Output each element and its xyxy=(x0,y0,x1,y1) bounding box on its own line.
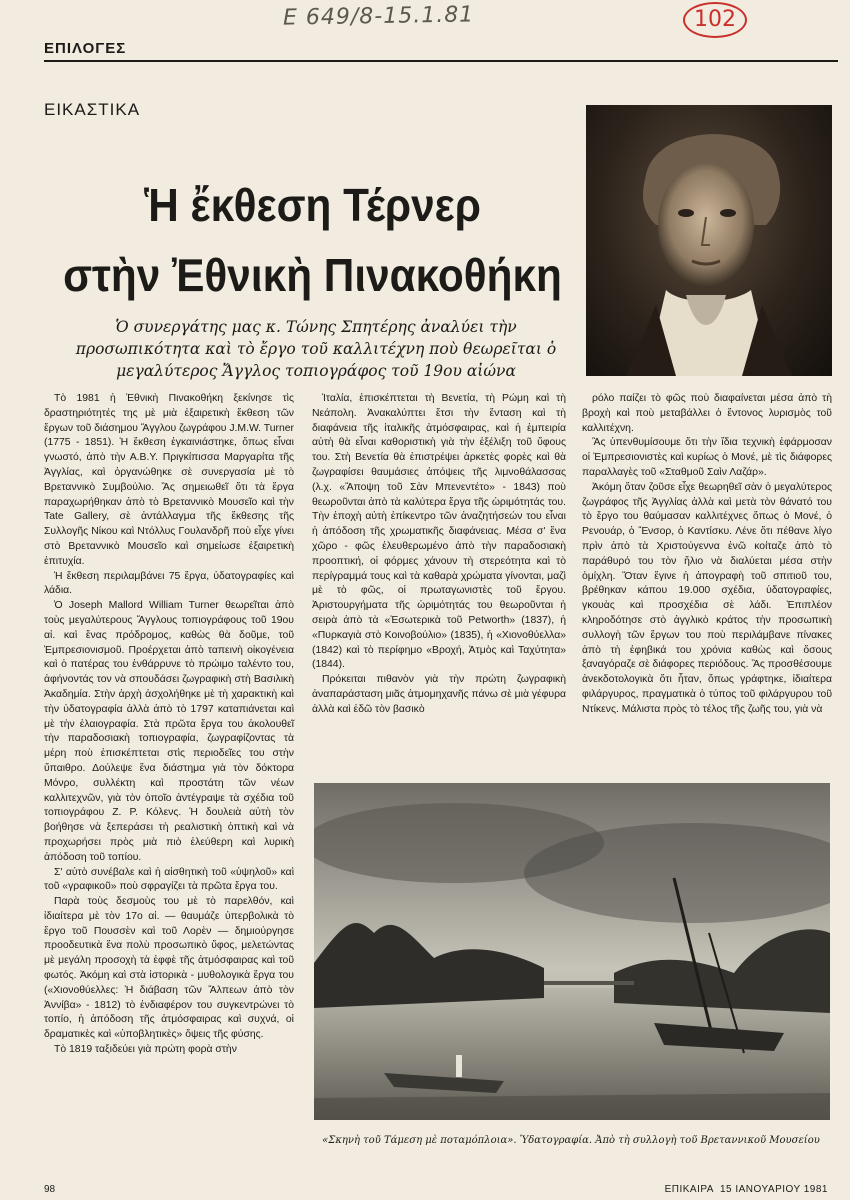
portrait-illustration xyxy=(586,105,832,376)
paragraph: Τὸ 1819 ταξιδεύει γιὰ πρώτη φορὰ στὴν xyxy=(54,1044,237,1056)
paragraph: Σ' αὐτὸ συνέβαλε καὶ ἡ αἰσθητικὴ τοῦ «ὑψηλοῦ» καὶ τοῦ «γραφικοῦ» ποὺ σφραγίζει τὰ πρῶτα ἔργα του. xyxy=(44,866,294,893)
thames-painting-image xyxy=(314,783,830,1120)
painting-caption: «Σκηνὴ τοῦ Τάμεση μὲ ποταμόπλοια». Ὑδατογραφία. Ἀπὸ τὴ συλλογὴ τοῦ Βρεταννικοῦ Μουσείου xyxy=(322,1135,820,1146)
paragraph: Τὸ 1981 ἡ Ἐθνικὴ Πινακοθήκη ξεκίνησε τὶς δραστηριότητές της μὲ μιὰ ἐξαιρετικὴ ἔκθεση τῶν ἔργων τοῦ διάσημου Ἄγγλου ζωγράφου J.M.W. Turner (1775 - 1851). Ἡ ἔκθεση ἐγκαινιάστηκε, ὅπως εἶναι γνωστό, ἀπὸ τὴν Α.Β.Υ. Πριγκίπισσα Μαργαρίτα τῆς Ἀγγλίας, καὶ ὀργανώθηκε σὲ συνεργασία μὲ τὸ Βρεταννικὸ Συμβούλιο. Ἂς σημειωθεῖ ὅτι τὰ ἔργα παραχωρήθηκαν ἀπὸ τὸ Βρεταννικὸ Μουσεῖο καὶ τὴν Tate Gallery, σὲ ἀντάλλαγμα τῆς ἔκθεσης τῆς Συλλογῆς Νίκου καὶ Ντόλλυς Γουλανδρῆ ποὺ εἶχε γίνει στὸ Βρεταννικὸ Μουσεῖο καὶ σημείωσε ἐξαιρετικὴ ἐπιτυχία. xyxy=(44,393,294,567)
footer-page-number: 98 xyxy=(44,1184,56,1195)
issue-date: 15 ΙΑΝΟΥΑΡΙΟΥ 1981 xyxy=(719,1184,828,1195)
footer-publication xyxy=(665,1184,828,1195)
paragraph: Παρὰ τοὺς δεσμοὺς του μὲ τὸ παρελθόν, καὶ ἰδιαίτερα μὲ τὸν 17ο αἰ. — θαυμάζε ὑπερβολικὰ τὸ ἔργο τοῦ Πουσσὲν καὶ τοῦ Λορὲν — δημιούργησε προοδευτικὰ ἕνα πολὺ προσωπικὸ ὕφος, μελετώντας μὲ μεγάλη προσοχὴ τὰ ἐφφὲ τῆς ἀτμόσφαιρας καὶ τοῦ φωτός. Ἀκόμη καὶ στὰ ἱστορικὰ - μυθολογικὰ ἔργα του («Χιονοθύελλες: Ἡ διάβαση τῶν Ἄλπεων ἀπὸ τὸν Ἀννίβα» - 1812) τὸ ἐνδιαφέρον του συγκεντρώνει τὸ τοπίο, ἡ ἀπόδοση τῆς ἀτμόσφαιρας καὶ συχνά, οἱ δραματικὲς καὶ «ὑποβλητικὲς» ὄψεις τῆς φύσης. xyxy=(44,896,294,1041)
headline-line-1: Ἡ ἔκθεση Τέρνερ xyxy=(144,179,481,231)
article-standfirst: Ὁ συνεργάτης μας κ. Τώνης Σπητέρης ἀναλύει τὴν προσωπικότητα καὶ τὸ ἔργο τοῦ καλλιτέχνη ποὺ θεωρεῖται ὁ μεγαλύτερος Ἄγγλος τοπιογράφος τοῦ 19ου αἰώνα xyxy=(75,318,557,380)
headline-line-2: στὴν Ἐθνικὴ Πινακοθήκη xyxy=(63,249,562,301)
article-headline xyxy=(62,170,563,310)
section-label: ΕΠΙΛΟΓΕΣ xyxy=(44,40,127,57)
handwritten-archive-note: E 649/8-15.1.81 xyxy=(282,2,475,31)
article-column-3 xyxy=(582,392,832,718)
paragraph: Ἂς ὑπενθυμίσουμε ὅτι τὴν ἴδια τεχνικὴ ἐφάρμοσαν οἱ Ἐμπρεσιονιστὲς καὶ κυρίως ὁ Μονέ, μὲ τὶς διάφορες παραλλαγὲς τοῦ «Σταθμοῦ Σαὶν Λαζάρ». xyxy=(582,437,832,478)
paragraph: Ὁ Joseph Mallord William Turner θεωρεῖται ἀπὸ τοὺς μεγαλύτερους Ἄγγλους τοπιογράφους τοῦ 19ου αἰ. καὶ ἕνας πρόδρομος, καθὼς θὰ δοῦμε, τοῦ Ἐμπρεσιονισμοῦ. Προέρχεται ἀπὸ ταπεινὴ οἰκογένεια καὶ ὁ πατέρας του ἐνθάρρυνε τὸ πρώιμο ταλέντο του, ἀφήνοντάς τον νὰ σπουδάσει ζωγραφικὴ στὴ Βασιλικὴ Ἀκαδημία. Στὴν ἀρχὴ ἀσχολήθηκε μὲ τὴ χαρακτικὴ καὶ τὴν ὑδατογραφία ἀλλὰ ἀπὸ τὸ 1797 καταπιάνεται καὶ μὲ τὴν ἐλαιογραφία. Στὰ πρῶτα ἔργα του ἀκολουθεῖ τὴν παραδοσιακὴ τοπιογραφία, ζωγραφίζοντας τὰ μέρη ποὺ ἐπισκέπτεται στὶς περιοδεῖες του στὴν ὕπαιθρο. Δούλεψε ἕνα διάστημα γιὰ τὸν δόκτορα Μόνρο, συλλέκτη καὶ προστάτη τῶν νέων καλλιτεχνῶν, γιὰ τὸν ὁποῖο ἀντέγραψε τὰ σχέδια τοῦ τοπιογράφου Ζ. Ρ. Κόλενς. Ἡ δουλειὰ αὐτὴ τὸν βοήθησε νὰ ξεπεράσει τὴ ρεαλιστικὴ ὀπτικὴ καὶ νὰ προχωρήσει πρὸς μιὰ πιὸ ἐλεύθερη καὶ λυρικὴ ἀπόδοση τοῦ τοπίου. xyxy=(44,600,294,863)
painting-illustration xyxy=(314,783,830,1120)
paragraph: Ἡ ἔκθεση περιλαμβάνει 75 ἔργα, ὑδατογραφίες καὶ λάδια. xyxy=(44,570,294,597)
turner-portrait-image xyxy=(586,105,832,376)
article-column-1 xyxy=(44,392,294,1058)
header-rule xyxy=(44,60,838,62)
article-column-2 xyxy=(312,392,566,718)
paragraph: Πρόκειται πιθανὸν γιὰ τὴν πρώτη ζωγραφικὴ ἀναπαράσταση μιᾶς ἀτμομηχανῆς πάνω σὲ μιὰ γέφυρα ἀλλὰ καὶ ἐδῶ τὸν βασικὸ xyxy=(312,674,567,715)
paragraph: ρόλο παίζει τὸ φῶς ποὺ διαφαίνεται μέσα ἀπὸ τὴ βροχὴ καὶ ποὺ μεταβάλλει ὁ ἔντονος λυρισμὸς τοῦ καλλιτέχνη. xyxy=(582,393,832,434)
magazine-name: ΕΠΙΚΑΙΡΑ xyxy=(664,1184,714,1195)
page-number-stamp: 102 xyxy=(683,2,747,38)
paragraph: Ἰταλία, ἐπισκέπτεται τὴ Βενετία, τὴ Ρώμη καὶ τὴ Νεάπολη. Ἀνακαλύπτει ἔτσι τὴν ἔνταση καὶ τὴ διαφάνεια τῆς ἰταλικῆς ἀτμόσφαιρας, καὶ ἡ ἐμπειρία αὐτὴ θὰ εἶναι καθοριστικὴ γιὰ τὴν ἐξέλιξη τοῦ ὕφους του. Στὴ Βενετία θὰ ἐπιστρέψει ἀρκετὲς φορὲς καὶ θὰ ζωγραφίσει θαυμάσιες ἀπόψεις τῆς λιμνοθάλασσας (λ.χ. «Ἄποψη τοῦ Σὰν Μπενεντέτο» - 1843) ποὺ θεωροῦνται ἀπὸ τὰ καλύτερα ἔργα τῆς ὡριμότητάς του. Τὴν ἐποχὴ αὐτὴ ἐπίκεντρο τῶν ἀναζητήσεών του εἶναι ἡ ἀπόδοση τῆς χρωματικῆς διαφάνειας. Μέσα σ' ἕνα χῶρο - φῶς ἐλευθερωμένο ἀπὸ τὴν παραδοσιακὴ προοπτική, οἱ φόρμες χάνουν τὴ στερεότητα καὶ τὸ περίγραμμά τους καὶ τὰ καθαρὰ χρώματα γίνονται, μαζὶ μὲ τὸ φῶς, οἱ πρωταγωνιστὲς τοῦ ἔργου. Ἀριστουργήματα τῆς ὡριμότητάς του θεωροῦνται ἡ σειρὰ ἀπὸ τὰ «Ἐσωτερικὰ τοῦ Petworth» (1837), ἡ «Πυρκαγιὰ στὸ Κοινοβούλιο» (1835), ἡ «Χιονοθύελλα» (1842) καὶ τὸ περίφημο «Βροχή, Ἀτμὸς καὶ Ταχύτητα» (1844). xyxy=(312,393,566,671)
paragraph: Ἀκόμη ὅταν ζοῦσε εἶχε θεωρηθεῖ σὰν ὁ μεγαλύτερος ζωγράφος τῆς Ἀγγλίας ἀλλὰ καὶ μετὰ τὸν θάνατό του τὸ ἔργο του θαύμασαν καλλιτέχνες ὅπως ὁ Μονέ, ὁ Ρενουάρ, ὁ Ἔνσορ, ὁ Καντίσκυ. Λένε ὅτι πέθανε λίγο πρὶν ἀπὸ τὰ Χριστούγεννα ἐνῶ κοίταζε ἀπὸ τὸ παράθυρό του τὸν ἥλιο νὰ διαλύεται μέσα στὴν ὁμίχλη. Ὅταν ἔγινε ἡ ἀπογραφὴ τοῦ σπιτιοῦ του, βρέθηκαν κάπου 19.000 σχέδια, ὑδατογραφίες, γκουὰς καὶ προσχέδια σὲ λάδι. Ἐπιπλέον κληροδότησε στὸ ἀγγλικὸ κράτος τὴν προσωπικὴ συλλογὴ τῶν ἔργων του ποὺ περιλάμβανε πίνακες ἀπὸ τὴ ἐφηβικά του χρόνια καθὼς καὶ ὅσους ξαναγόραζε σὲ διάφορες περιόδους. Ἂς προσθέσουμε ἀνεκδοτολογικὰ ὅτι ἦταν, ὅπως γράφτηκε, ἰδιαίτερα φιλάργυρος, πραγματικὰ ὁ τύπος τοῦ φιλάργυρου τοῦ Ντίκενς. Μάλιστα πρὸς τὸ τέλος τῆς ζωῆς του, γιὰ νὰ xyxy=(582,481,832,715)
category-label: ΕΙΚΑΣΤΙΚΑ xyxy=(44,100,141,119)
